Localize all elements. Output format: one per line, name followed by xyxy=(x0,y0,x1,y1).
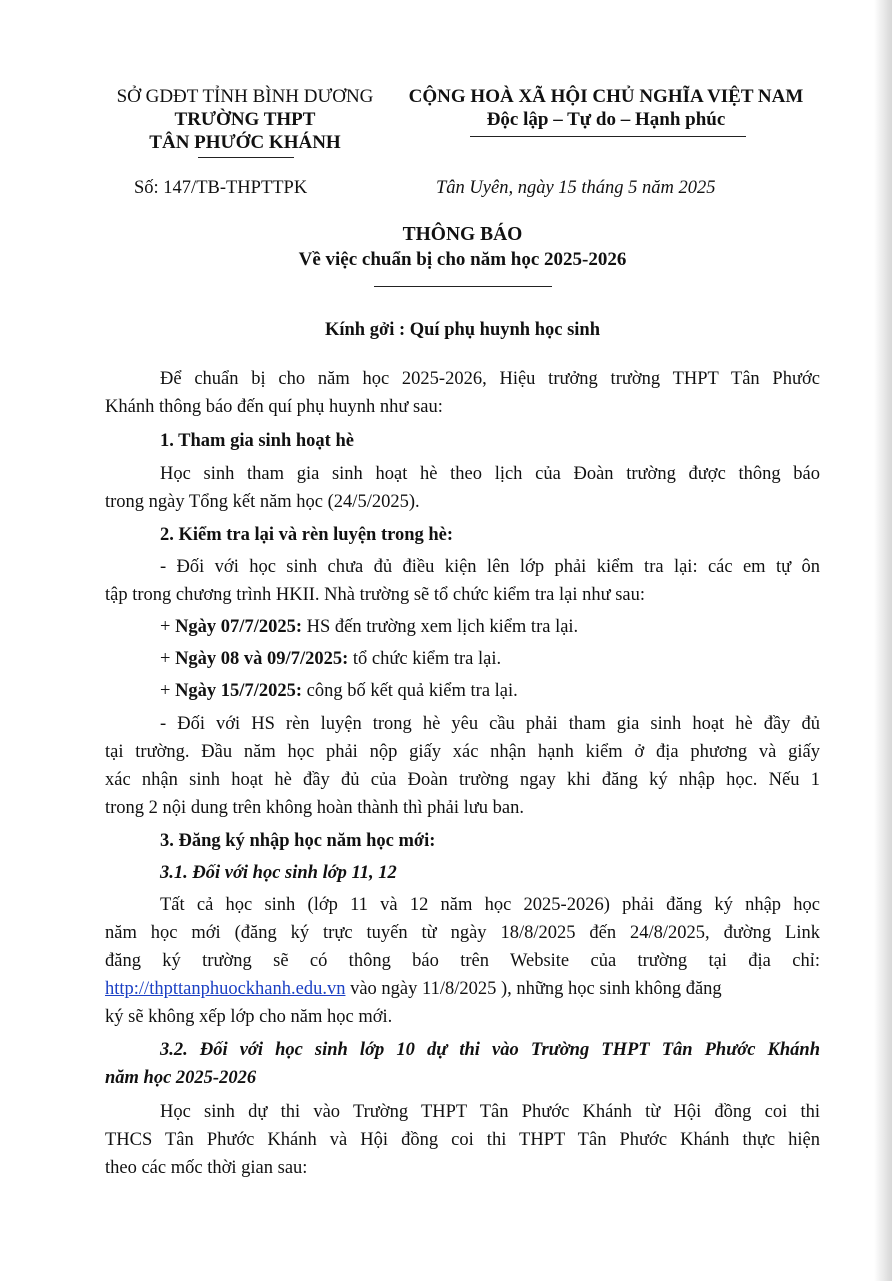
retest-item-prefix: + xyxy=(160,681,176,701)
section-1-heading: 1. Tham gia sinh hoạt hè xyxy=(160,431,354,451)
section-3-2-heading-line-2: năm học 2025-2026 xyxy=(105,1068,257,1088)
retest-item-date: Ngày 07/7/2025: xyxy=(175,617,302,637)
section-3-heading: 3. Đăng ký nhập học năm học mới: xyxy=(160,831,436,851)
header-right-nation: CỘNG HOÀ XÃ HỘI CHỦ NGHĨA VIỆT NAM xyxy=(408,86,804,107)
intro-line-2: Khánh thông báo đến quí phụ huynh như sau: xyxy=(105,397,443,417)
retest-item-text: công bố kết quả kiểm tra lại. xyxy=(302,681,518,701)
section-2-heading: 2. Kiểm tra lại và rèn luyện trong hè: xyxy=(160,525,454,545)
section-3-1-line-4 xyxy=(105,975,820,1003)
retest-item-text: tổ chức kiểm tra lại. xyxy=(348,649,502,669)
section-3-1-line-4-text: vào ngày 11/8/2025 ), những học sinh không đăng xyxy=(345,979,722,999)
document-subtitle: Về việc chuẩn bị cho năm học 2025-2026 xyxy=(298,249,627,270)
header-left-underline xyxy=(198,157,294,158)
section-3-1-line-5: ký sẽ không xếp lớp cho năm học mới. xyxy=(105,1007,393,1027)
page-edge-shadow xyxy=(874,0,892,1281)
section-3-1-line-2: năm học mới (đăng ký trực tuyến từ ngày 18/8/2025 đến 24/8/2025, đường Link xyxy=(105,923,820,943)
section-2-para2-line-3: xác nhận sinh hoạt hè đầy đủ của Đoàn trường ngay khi đăng ký nhập học. Nếu 1 xyxy=(105,770,820,790)
retest-item xyxy=(105,613,820,641)
retest-item-date: Ngày 15/7/2025: xyxy=(175,681,302,701)
header-left-authority: SỞ GDĐT TỈNH BÌNH DƯƠNG xyxy=(116,86,374,107)
document-body xyxy=(105,365,820,1185)
section-2-para2-line-4: trong 2 nội dung trên không hoàn thành thì phải lưu ban. xyxy=(105,798,525,818)
document-date: Tân Uyên, ngày 15 tháng 5 năm 2025 xyxy=(436,178,716,198)
retest-item-prefix: + xyxy=(160,649,176,669)
section-2-para2-line-1: - Đối với HS rèn luyện trong hè yêu cầu phải tham gia sinh hoạt hè đầy đủ xyxy=(160,714,820,734)
title-underline xyxy=(374,286,552,287)
section-2-para1-line-2: tập trong chương trình HKII. Nhà trường sẽ tổ chức kiểm tra lại như sau: xyxy=(105,585,646,605)
school-website-link[interactable]: http://thpttanphuockhanh.edu.vn xyxy=(105,979,346,999)
header-left-school-line2: TÂN PHƯỚC KHÁNH xyxy=(149,132,341,153)
section-2-para1-line-1: - Đối với học sinh chưa đủ điều kiện lên lớp phải kiểm tra lại: các em tự ôn xyxy=(160,557,820,577)
retest-item xyxy=(105,645,820,673)
section-1-line-2: trong ngày Tổng kết năm học (24/5/2025). xyxy=(105,492,420,512)
header-right-underline xyxy=(470,136,746,137)
section-3-2-line-2: THCS Tân Phước Khánh và Hội đồng coi thi THPT Tân Phước Khánh thực hiện xyxy=(105,1130,820,1150)
section-2-para2-line-2: tại trường. Đầu năm học phải nộp giấy xác nhận hạnh kiểm ở địa phương và giấy xyxy=(105,742,820,762)
intro-line-1: Để chuẩn bị cho năm học 2025-2026, Hiệu trưởng trường THPT Tân Phước xyxy=(160,369,820,389)
section-3-2-line-3: theo các mốc thời gian sau: xyxy=(105,1158,308,1178)
retest-item xyxy=(105,677,820,705)
section-1-line-1: Học sinh tham gia sinh hoạt hè theo lịch của Đoàn trường được thông báo xyxy=(160,464,820,484)
greeting: Kính gởi : Quí phụ huynh học sinh xyxy=(324,320,601,340)
section-3-1-line-1: Tất cả học sinh (lớp 11 và 12 năm học 2025-2026) phải đăng ký nhập học xyxy=(160,895,820,915)
document-number: Số: 147/TB-THPTTPK xyxy=(134,178,308,198)
section-3-2-line-1: Học sinh dự thi vào Trường THPT Tân Phước Khánh từ Hội đồng coi thi xyxy=(160,1102,820,1122)
section-3-1-heading: 3.1. Đối với học sinh lớp 11, 12 xyxy=(160,863,397,883)
retest-item-prefix: + xyxy=(160,617,176,637)
header-right-motto: Độc lập – Tự do – Hạnh phúc xyxy=(486,109,726,130)
section-3-2-heading-line-1: 3.2. Đối với học sinh lớp 10 dự thi vào Trường THPT Tân Phước Khánh xyxy=(160,1040,820,1060)
section-3-1-line-3: đăng ký trường sẽ có thông báo trên Website của trường tại địa chỉ: xyxy=(105,951,820,971)
document-title: THÔNG BÁO xyxy=(402,224,523,245)
retest-item-date: Ngày 08 và 09/7/2025: xyxy=(175,649,349,669)
header-left-school-line1: TRƯỜNG THPT xyxy=(174,109,316,130)
retest-item-text: HS đến trường xem lịch kiểm tra lại. xyxy=(302,617,579,637)
